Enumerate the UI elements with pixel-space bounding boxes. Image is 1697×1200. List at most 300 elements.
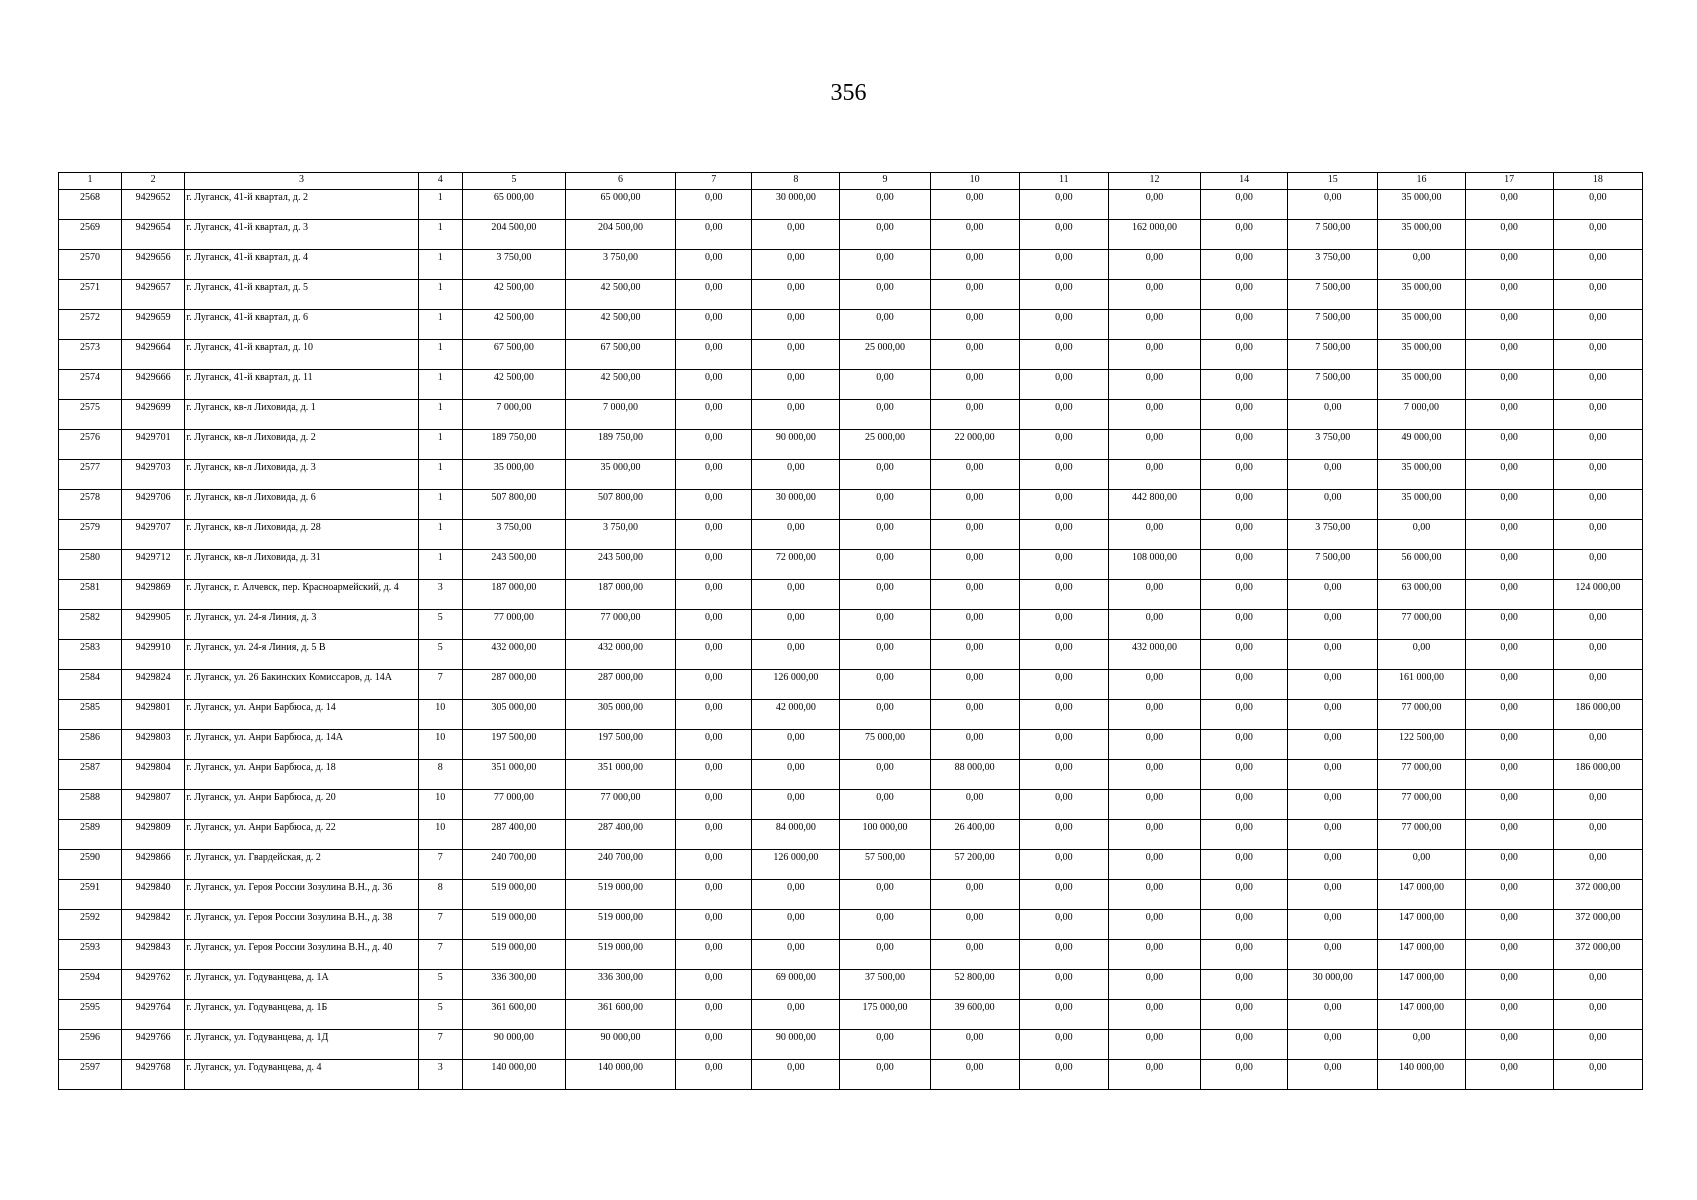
table-cell: 0,00: [676, 1060, 752, 1090]
table-cell: 0,00: [1201, 760, 1288, 790]
table-cell: 1: [418, 550, 462, 580]
table-cell: 0,00: [930, 700, 1019, 730]
column-header-row: [59, 173, 1643, 190]
table-cell: 9429840: [122, 880, 185, 910]
table-row: [59, 1000, 1643, 1030]
table-cell: 9429804: [122, 760, 185, 790]
table-row: [59, 610, 1643, 640]
address-cell: г. Луганск, кв-л Лиховида, д. 3: [185, 460, 418, 490]
table-cell: 0,00: [1288, 1030, 1378, 1060]
table-cell: 0,00: [840, 460, 930, 490]
table-cell: 2588: [59, 790, 122, 820]
table-cell: 0,00: [1201, 310, 1288, 340]
table-cell: 0,00: [1019, 280, 1108, 310]
table-cell: 0,00: [1465, 670, 1553, 700]
address-cell: г. Луганск, 41-й квартал, д. 2: [185, 190, 418, 220]
table-cell: 0,00: [1465, 970, 1553, 1000]
table-cell: 7: [418, 910, 462, 940]
table-cell: 161 000,00: [1378, 670, 1465, 700]
table-cell: 42 500,00: [462, 280, 565, 310]
table-cell: 140 000,00: [462, 1060, 565, 1090]
table-cell: 9429659: [122, 310, 185, 340]
address-cell: г. Луганск, ул. Героя России Зозулина В.Н., д. 38: [185, 910, 418, 940]
table-cell: 26 400,00: [930, 820, 1019, 850]
table-cell: 0,00: [1201, 550, 1288, 580]
table-cell: 147 000,00: [1378, 1000, 1465, 1030]
table-cell: 0,00: [930, 640, 1019, 670]
table-cell: 0,00: [752, 910, 840, 940]
address-cell: г. Луганск, 41-й квартал, д. 10: [185, 340, 418, 370]
table-cell: 0,00: [676, 220, 752, 250]
table-cell: 7 500,00: [1288, 310, 1378, 340]
column-header: 4: [418, 173, 462, 190]
column-header: 17: [1465, 173, 1553, 190]
table-cell: 7 500,00: [1288, 550, 1378, 580]
table-cell: 0,00: [840, 670, 930, 700]
table-cell: 372 000,00: [1553, 880, 1642, 910]
table-cell: 0,00: [930, 520, 1019, 550]
table-cell: 35 000,00: [1378, 340, 1465, 370]
table-cell: 186 000,00: [1553, 760, 1642, 790]
table-row: [59, 670, 1643, 700]
table-cell: 0,00: [1201, 520, 1288, 550]
table-cell: 243 500,00: [565, 550, 675, 580]
table-cell: 507 800,00: [462, 490, 565, 520]
table-cell: 67 500,00: [565, 340, 675, 370]
table-cell: 2582: [59, 610, 122, 640]
address-cell: г. Луганск, ул. 24-я Линия, д. 3: [185, 610, 418, 640]
table-cell: 0,00: [676, 1030, 752, 1060]
table-cell: 0,00: [840, 190, 930, 220]
table-cell: 0,00: [1019, 250, 1108, 280]
table-cell: 0,00: [930, 310, 1019, 340]
table-cell: 240 700,00: [462, 850, 565, 880]
table-cell: 361 600,00: [462, 1000, 565, 1030]
table-cell: 0,00: [1465, 250, 1553, 280]
table-row: [59, 340, 1643, 370]
table-cell: 0,00: [1201, 430, 1288, 460]
table-cell: 0,00: [840, 220, 930, 250]
table-cell: 7: [418, 940, 462, 970]
table-cell: 0,00: [1201, 670, 1288, 700]
table-cell: 197 500,00: [462, 730, 565, 760]
table-cell: 0,00: [930, 400, 1019, 430]
address-cell: г. Луганск, ул. Годуванцева, д. 4: [185, 1060, 418, 1090]
table-cell: 2585: [59, 700, 122, 730]
table-body: [59, 190, 1643, 1090]
table-cell: 0,00: [752, 250, 840, 280]
table-cell: 67 500,00: [462, 340, 565, 370]
table-cell: 0,00: [1288, 760, 1378, 790]
table-cell: 0,00: [1108, 1030, 1200, 1060]
table-row: [59, 430, 1643, 460]
table-cell: 0,00: [1201, 790, 1288, 820]
column-header: 8: [752, 173, 840, 190]
table-cell: 147 000,00: [1378, 910, 1465, 940]
address-cell: г. Луганск, ул. 26 Бакинских Комиссаров, д. 14А: [185, 670, 418, 700]
table-cell: 0,00: [1019, 1000, 1108, 1030]
table-cell: 88 000,00: [930, 760, 1019, 790]
table-row: [59, 520, 1643, 550]
table-cell: 0,00: [930, 340, 1019, 370]
table-cell: 0,00: [930, 490, 1019, 520]
table-row: [59, 790, 1643, 820]
table-cell: 0,00: [1108, 340, 1200, 370]
table-cell: 0,00: [752, 1060, 840, 1090]
table-cell: 204 500,00: [462, 220, 565, 250]
table-cell: 35 000,00: [1378, 370, 1465, 400]
table-cell: 0,00: [1378, 520, 1465, 550]
table-cell: 9429656: [122, 250, 185, 280]
table-cell: 2572: [59, 310, 122, 340]
table-cell: 0,00: [1553, 190, 1642, 220]
table-cell: 0,00: [840, 550, 930, 580]
table-cell: 0,00: [930, 460, 1019, 490]
table-cell: 0,00: [1288, 790, 1378, 820]
table-row: [59, 640, 1643, 670]
table-cell: 3 750,00: [462, 520, 565, 550]
table-cell: 0,00: [1378, 640, 1465, 670]
table-cell: 305 000,00: [565, 700, 675, 730]
table-cell: 0,00: [1553, 790, 1642, 820]
table-cell: 1: [418, 250, 462, 280]
table-cell: 3: [418, 1060, 462, 1090]
table-cell: 186 000,00: [1553, 700, 1642, 730]
table-cell: 0,00: [1553, 280, 1642, 310]
table-cell: 7: [418, 850, 462, 880]
table-cell: 0,00: [1288, 850, 1378, 880]
table-cell: 2574: [59, 370, 122, 400]
table-cell: 10: [418, 790, 462, 820]
table-cell: 0,00: [1288, 580, 1378, 610]
table-cell: 0,00: [1553, 340, 1642, 370]
table-cell: 0,00: [1553, 550, 1642, 580]
table-cell: 0,00: [1553, 370, 1642, 400]
table-cell: 0,00: [1201, 190, 1288, 220]
table-cell: 3 750,00: [462, 250, 565, 280]
table-cell: 0,00: [1019, 970, 1108, 1000]
table-cell: 0,00: [752, 520, 840, 550]
table-cell: 9429910: [122, 640, 185, 670]
table-cell: 0,00: [676, 970, 752, 1000]
table-cell: 1: [418, 340, 462, 370]
table-cell: 84 000,00: [752, 820, 840, 850]
table-cell: 0,00: [1019, 640, 1108, 670]
table-cell: 30 000,00: [752, 190, 840, 220]
table-cell: 0,00: [1201, 250, 1288, 280]
table-cell: 0,00: [930, 790, 1019, 820]
table-cell: 9429866: [122, 850, 185, 880]
table-cell: 0,00: [1553, 850, 1642, 880]
table-cell: 0,00: [1201, 340, 1288, 370]
address-cell: г. Луганск, 41-й квартал, д. 3: [185, 220, 418, 250]
address-cell: г. Луганск, ул. Анри Барбюса, д. 22: [185, 820, 418, 850]
table-cell: 0,00: [752, 370, 840, 400]
table-cell: 0,00: [1465, 820, 1553, 850]
table-cell: 519 000,00: [462, 940, 565, 970]
table-cell: 9429699: [122, 400, 185, 430]
table-cell: 77 000,00: [1378, 760, 1465, 790]
address-cell: г. Луганск, кв-л Лиховида, д. 2: [185, 430, 418, 460]
table-cell: 0,00: [676, 430, 752, 460]
table-cell: 77 000,00: [462, 610, 565, 640]
table-row: [59, 880, 1643, 910]
table-cell: 0,00: [1465, 460, 1553, 490]
table-cell: 0,00: [840, 760, 930, 790]
table-cell: 0,00: [1378, 250, 1465, 280]
table-cell: 0,00: [1465, 190, 1553, 220]
table-cell: 0,00: [1465, 280, 1553, 310]
address-cell: г. Луганск, ул. Героя России Зозулина В.Н., д. 36: [185, 880, 418, 910]
page-number: 356: [830, 80, 867, 106]
table-cell: 0,00: [676, 1000, 752, 1030]
table-cell: 0,00: [1201, 580, 1288, 610]
table-cell: 0,00: [1108, 790, 1200, 820]
address-cell: г. Луганск, ул. 24-я Линия, д. 5 В: [185, 640, 418, 670]
table-cell: 2571: [59, 280, 122, 310]
table-cell: 65 000,00: [462, 190, 565, 220]
table-cell: 147 000,00: [1378, 970, 1465, 1000]
table-cell: 432 000,00: [565, 640, 675, 670]
table-cell: 8: [418, 760, 462, 790]
table-cell: 0,00: [1108, 700, 1200, 730]
table-cell: 0,00: [1553, 460, 1642, 490]
table-cell: 3 750,00: [565, 250, 675, 280]
table-cell: 305 000,00: [462, 700, 565, 730]
table-cell: 372 000,00: [1553, 940, 1642, 970]
table-cell: 519 000,00: [462, 910, 565, 940]
table-cell: 3 750,00: [1288, 430, 1378, 460]
table-cell: 162 000,00: [1108, 220, 1200, 250]
table-cell: 0,00: [1019, 370, 1108, 400]
table-cell: 57 500,00: [840, 850, 930, 880]
table-cell: 2596: [59, 1030, 122, 1060]
table-cell: 25 000,00: [840, 340, 930, 370]
table-cell: 0,00: [676, 340, 752, 370]
table-cell: 0,00: [1553, 310, 1642, 340]
table-cell: 0,00: [752, 1000, 840, 1030]
column-header: 18: [1553, 173, 1642, 190]
table-row: [59, 310, 1643, 340]
table-cell: 77 000,00: [462, 790, 565, 820]
column-header: 11: [1019, 173, 1108, 190]
address-cell: г. Луганск, г. Алчевск, пер. Красноармейский, д. 4: [185, 580, 418, 610]
table-cell: 0,00: [1288, 700, 1378, 730]
table-cell: 5: [418, 1000, 462, 1030]
table-cell: 0,00: [676, 490, 752, 520]
table-cell: 0,00: [1019, 550, 1108, 580]
table-cell: 0,00: [1288, 490, 1378, 520]
table-cell: 57 200,00: [930, 850, 1019, 880]
table-cell: 0,00: [1019, 790, 1108, 820]
table-cell: 0,00: [1465, 340, 1553, 370]
table-cell: 147 000,00: [1378, 880, 1465, 910]
table-cell: 0,00: [1465, 700, 1553, 730]
table-cell: 10: [418, 730, 462, 760]
table-row: [59, 580, 1643, 610]
table-cell: 1: [418, 190, 462, 220]
table-cell: 2584: [59, 670, 122, 700]
table-cell: 42 500,00: [565, 280, 675, 310]
table-cell: 0,00: [1465, 490, 1553, 520]
table-cell: 175 000,00: [840, 1000, 930, 1030]
table-cell: 3 750,00: [1288, 520, 1378, 550]
table-cell: 140 000,00: [565, 1060, 675, 1090]
table-cell: 0,00: [840, 610, 930, 640]
table-cell: 100 000,00: [840, 820, 930, 850]
table-cell: 0,00: [1288, 670, 1378, 700]
table-cell: 0,00: [930, 730, 1019, 760]
table-cell: 0,00: [676, 760, 752, 790]
table-cell: 0,00: [840, 1060, 930, 1090]
table-cell: 9429843: [122, 940, 185, 970]
table-cell: 65 000,00: [565, 190, 675, 220]
table-cell: 0,00: [1553, 1030, 1642, 1060]
table-row: [59, 280, 1643, 310]
table-cell: 189 750,00: [462, 430, 565, 460]
table-cell: 0,00: [930, 580, 1019, 610]
table-cell: 35 000,00: [1378, 280, 1465, 310]
table-cell: 10: [418, 700, 462, 730]
table-cell: 0,00: [1019, 520, 1108, 550]
table-cell: 9429869: [122, 580, 185, 610]
table-cell: 0,00: [1201, 280, 1288, 310]
table-cell: 0,00: [1465, 310, 1553, 340]
table-cell: 90 000,00: [752, 1030, 840, 1060]
table-cell: 197 500,00: [565, 730, 675, 760]
table-cell: 1: [418, 430, 462, 460]
table-cell: 432 000,00: [462, 640, 565, 670]
table-cell: 75 000,00: [840, 730, 930, 760]
table-row: [59, 730, 1643, 760]
table-cell: 0,00: [1553, 820, 1642, 850]
table-cell: 0,00: [1201, 910, 1288, 940]
table-cell: 0,00: [1553, 670, 1642, 700]
table-cell: 442 800,00: [1108, 490, 1200, 520]
table-cell: 0,00: [1201, 370, 1288, 400]
table-cell: 2569: [59, 220, 122, 250]
table-cell: 0,00: [930, 370, 1019, 400]
table-row: [59, 370, 1643, 400]
table-cell: 35 000,00: [1378, 460, 1465, 490]
table-cell: 1: [418, 310, 462, 340]
address-cell: г. Луганск, 41-й квартал, д. 4: [185, 250, 418, 280]
table-cell: 0,00: [1019, 580, 1108, 610]
table-cell: 0,00: [1553, 220, 1642, 250]
table-row: [59, 910, 1643, 940]
table-cell: 0,00: [752, 640, 840, 670]
table-cell: 0,00: [1019, 190, 1108, 220]
table-cell: 0,00: [1465, 640, 1553, 670]
table-cell: 147 000,00: [1378, 940, 1465, 970]
table-cell: 77 000,00: [1378, 820, 1465, 850]
table-cell: 7 000,00: [1378, 400, 1465, 430]
table-cell: 126 000,00: [752, 850, 840, 880]
table-cell: 0,00: [1108, 310, 1200, 340]
table-cell: 0,00: [676, 610, 752, 640]
column-header: 10: [930, 173, 1019, 190]
table-cell: 0,00: [1201, 400, 1288, 430]
table-cell: 0,00: [1201, 700, 1288, 730]
table-cell: 0,00: [1108, 730, 1200, 760]
column-header: 9: [840, 173, 930, 190]
table-cell: 0,00: [840, 310, 930, 340]
table-cell: 0,00: [1465, 220, 1553, 250]
table-cell: 0,00: [1553, 520, 1642, 550]
table-cell: 0,00: [840, 940, 930, 970]
table-cell: 122 500,00: [1378, 730, 1465, 760]
table-cell: 0,00: [1108, 670, 1200, 700]
table-cell: 0,00: [752, 610, 840, 640]
table-cell: 7 500,00: [1288, 370, 1378, 400]
table-cell: 2595: [59, 1000, 122, 1030]
address-cell: г. Луганск, ул. Анри Барбюса, д. 14А: [185, 730, 418, 760]
table-cell: 0,00: [1465, 580, 1553, 610]
table-cell: 0,00: [840, 910, 930, 940]
table-cell: 0,00: [930, 220, 1019, 250]
table-cell: 0,00: [1288, 1060, 1378, 1090]
table-cell: 0,00: [1019, 310, 1108, 340]
table-cell: 0,00: [1019, 340, 1108, 370]
table-cell: 0,00: [1108, 430, 1200, 460]
table-cell: 0,00: [1288, 640, 1378, 670]
table-cell: 0,00: [1465, 850, 1553, 880]
column-header: 3: [185, 173, 418, 190]
table-cell: 0,00: [1201, 940, 1288, 970]
table-cell: 1: [418, 370, 462, 400]
table-cell: 0,00: [1108, 250, 1200, 280]
table-cell: 77 000,00: [565, 790, 675, 820]
column-header: 14: [1201, 173, 1288, 190]
table-cell: 519 000,00: [462, 880, 565, 910]
column-header: 6: [565, 173, 675, 190]
table-cell: 0,00: [1553, 730, 1642, 760]
table-cell: 49 000,00: [1378, 430, 1465, 460]
table-cell: 9429701: [122, 430, 185, 460]
address-cell: г. Луганск, кв-л Лиховида, д. 31: [185, 550, 418, 580]
table-cell: 9429768: [122, 1060, 185, 1090]
table-cell: 9429801: [122, 700, 185, 730]
address-cell: г. Луганск, ул. Анри Барбюса, д. 18: [185, 760, 418, 790]
table-cell: 2592: [59, 910, 122, 940]
table-cell: 0,00: [840, 700, 930, 730]
table-cell: 0,00: [1465, 880, 1553, 910]
table-cell: 9429657: [122, 280, 185, 310]
address-cell: г. Луганск, ул. Гвардейская, д. 2: [185, 850, 418, 880]
table-cell: 0,00: [840, 490, 930, 520]
table-cell: 0,00: [676, 520, 752, 550]
table-cell: 351 000,00: [462, 760, 565, 790]
table-cell: 0,00: [930, 670, 1019, 700]
table-cell: 30 000,00: [1288, 970, 1378, 1000]
table-cell: 0,00: [1108, 1000, 1200, 1030]
address-cell: г. Луганск, 41-й квартал, д. 11: [185, 370, 418, 400]
table-cell: 0,00: [1019, 940, 1108, 970]
table-cell: 2573: [59, 340, 122, 370]
table-cell: 1: [418, 400, 462, 430]
table-cell: 0,00: [1288, 940, 1378, 970]
table-cell: 56 000,00: [1378, 550, 1465, 580]
table-cell: 0,00: [752, 730, 840, 760]
table-cell: 0,00: [752, 460, 840, 490]
table-cell: 5: [418, 970, 462, 1000]
column-header: 2: [122, 173, 185, 190]
column-header: 1: [59, 173, 122, 190]
table-cell: 0,00: [1553, 970, 1642, 1000]
table-cell: 0,00: [1019, 400, 1108, 430]
table-cell: 0,00: [752, 340, 840, 370]
table-cell: 8: [418, 880, 462, 910]
